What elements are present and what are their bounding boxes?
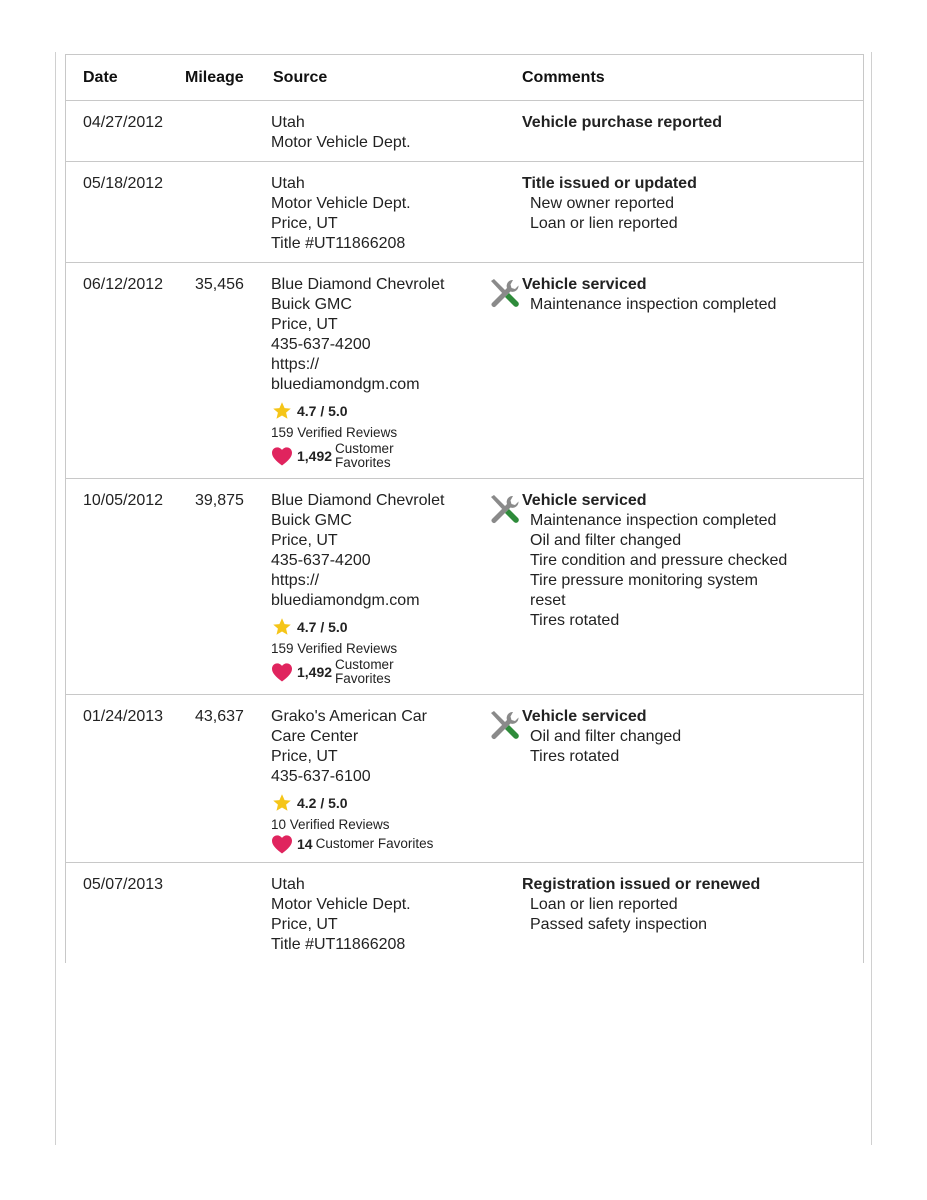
comment-item: Tire pressure monitoring system xyxy=(530,572,758,589)
row-mileage: 39,875 xyxy=(195,492,244,509)
comment-item: New owner reported xyxy=(530,195,675,212)
page-left-rule xyxy=(55,52,56,1145)
star-icon xyxy=(271,793,297,813)
source-line: Buick GMC xyxy=(271,296,352,313)
row-icon-cell xyxy=(469,875,522,955)
heart-icon xyxy=(271,834,297,854)
row-comments xyxy=(522,707,863,854)
row-comments xyxy=(522,275,863,470)
source-line: 435-637-4200 xyxy=(271,552,371,569)
source-line: 435-637-6100 xyxy=(271,768,371,785)
source-line: https:// xyxy=(271,356,320,373)
row-comments xyxy=(522,491,863,686)
star-icon xyxy=(271,401,297,421)
table-row xyxy=(66,263,863,479)
header-date: Date xyxy=(83,68,118,86)
source-line: Price, UT xyxy=(271,316,338,333)
favorites-label-line: Customer xyxy=(335,441,394,456)
comment-item: Tires rotated xyxy=(530,612,620,629)
comment-item: Maintenance inspection completed xyxy=(530,512,777,529)
comment-item: Tires rotated xyxy=(530,748,620,765)
comment-title: Vehicle purchase reported xyxy=(522,114,723,131)
comment-item: reset xyxy=(530,592,566,609)
favorites-label-line: Favorites xyxy=(335,455,391,470)
verified-reviews: 159 Verified Reviews xyxy=(271,641,398,656)
comment-item: Oil and filter changed xyxy=(530,728,682,745)
table-row xyxy=(66,101,863,162)
rating xyxy=(271,401,469,421)
page-right-rule xyxy=(871,52,872,1145)
row-icon-cell xyxy=(469,275,522,470)
verified-reviews: 159 Verified Reviews xyxy=(271,425,398,440)
star-icon xyxy=(271,617,297,637)
row-date: 10/05/2012 xyxy=(83,492,164,509)
source-line: Care Center xyxy=(271,728,359,745)
source-line: Grako's American Car xyxy=(271,708,427,725)
table-header xyxy=(66,55,863,101)
row-mileage xyxy=(183,174,259,254)
source-line: Price, UT xyxy=(271,916,338,933)
source-line: Price, UT xyxy=(271,532,338,549)
comment-item: Maintenance inspection completed xyxy=(530,296,777,313)
heart-icon xyxy=(271,446,297,466)
table-row xyxy=(66,695,863,863)
comment-title: Vehicle serviced xyxy=(522,276,647,293)
rating xyxy=(271,617,469,637)
source-line: 435-637-4200 xyxy=(271,336,371,353)
row-mileage xyxy=(183,875,259,955)
header-source: Source xyxy=(273,68,328,86)
row-comments xyxy=(522,875,863,955)
source-line: Utah xyxy=(271,114,305,131)
source-line: Blue Diamond Chevrolet xyxy=(271,492,445,509)
row-source xyxy=(259,707,469,854)
source-line: Blue Diamond Chevrolet xyxy=(271,276,445,293)
row-comments xyxy=(522,113,863,153)
comment-item: Oil and filter changed xyxy=(530,532,682,549)
source-line: Motor Vehicle Dept. xyxy=(271,896,411,913)
favorites-label: Customer Favorites xyxy=(315,836,434,851)
source-line: bluediamondgm.com xyxy=(271,592,420,609)
header-comments: Comments xyxy=(522,68,605,86)
source-line: Title #UT11866208 xyxy=(271,936,406,953)
source-line: https:// xyxy=(271,572,320,589)
favorites-label xyxy=(335,442,394,470)
favorites-label-line: Favorites xyxy=(335,671,391,686)
source-line: bluediamondgm.com xyxy=(271,376,420,393)
row-mileage: 35,456 xyxy=(195,276,244,293)
source-line: Utah xyxy=(271,175,305,192)
customer-favorites xyxy=(271,658,469,686)
row-date: 01/24/2013 xyxy=(83,708,164,725)
row-icon-cell xyxy=(469,491,522,686)
source-line: Price, UT xyxy=(271,748,338,765)
table-row xyxy=(66,863,863,963)
row-mileage: 43,637 xyxy=(195,708,244,725)
comment-item: Loan or lien reported xyxy=(530,215,678,232)
table-row xyxy=(66,479,863,695)
comment-title: Vehicle serviced xyxy=(522,492,647,509)
rating xyxy=(271,793,469,813)
favorites-count: 1,492 xyxy=(297,448,333,464)
row-icon-cell xyxy=(469,113,522,153)
row-date: 05/18/2012 xyxy=(83,175,164,192)
favorites-label xyxy=(335,658,394,686)
row-date: 05/07/2013 xyxy=(83,876,164,893)
row-icon-cell xyxy=(469,707,522,854)
row-source xyxy=(259,275,469,470)
table-row xyxy=(66,162,863,263)
row-source xyxy=(259,174,469,254)
vehicle-history-table xyxy=(65,54,864,963)
customer-favorites xyxy=(271,442,469,470)
favorites-count: 14 xyxy=(297,836,313,852)
source-line: Price, UT xyxy=(271,215,338,232)
comment-item: Tire condition and pressure checked xyxy=(530,552,788,569)
row-source xyxy=(259,491,469,686)
comment-item: Passed safety inspection xyxy=(530,916,707,933)
row-comments xyxy=(522,174,863,254)
favorites-label-line: Customer xyxy=(335,657,394,672)
source-line: Buick GMC xyxy=(271,512,352,529)
row-date: 04/27/2012 xyxy=(83,114,164,131)
row-date: 06/12/2012 xyxy=(83,276,164,293)
row-source xyxy=(259,113,469,153)
row-mileage xyxy=(183,113,259,153)
row-icon-cell xyxy=(469,174,522,254)
verified-reviews: 10 Verified Reviews xyxy=(271,817,390,832)
rating-score: 4.2 / 5.0 xyxy=(297,795,348,811)
rating-score: 4.7 / 5.0 xyxy=(297,403,348,419)
header-mileage: Mileage xyxy=(185,68,244,86)
source-line: Motor Vehicle Dept. xyxy=(271,134,411,151)
source-line: Utah xyxy=(271,876,305,893)
rating-score: 4.7 / 5.0 xyxy=(297,619,348,635)
source-line: Motor Vehicle Dept. xyxy=(271,195,411,212)
comment-item: Loan or lien reported xyxy=(530,896,678,913)
favorites-count: 1,492 xyxy=(297,664,333,680)
comment-title: Registration issued or renewed xyxy=(522,876,761,893)
comment-title: Title issued or updated xyxy=(522,175,697,192)
customer-favorites xyxy=(271,834,469,854)
source-line: Title #UT11866208 xyxy=(271,235,406,252)
row-source xyxy=(259,875,469,955)
comment-title: Vehicle serviced xyxy=(522,708,647,725)
heart-icon xyxy=(271,662,297,682)
